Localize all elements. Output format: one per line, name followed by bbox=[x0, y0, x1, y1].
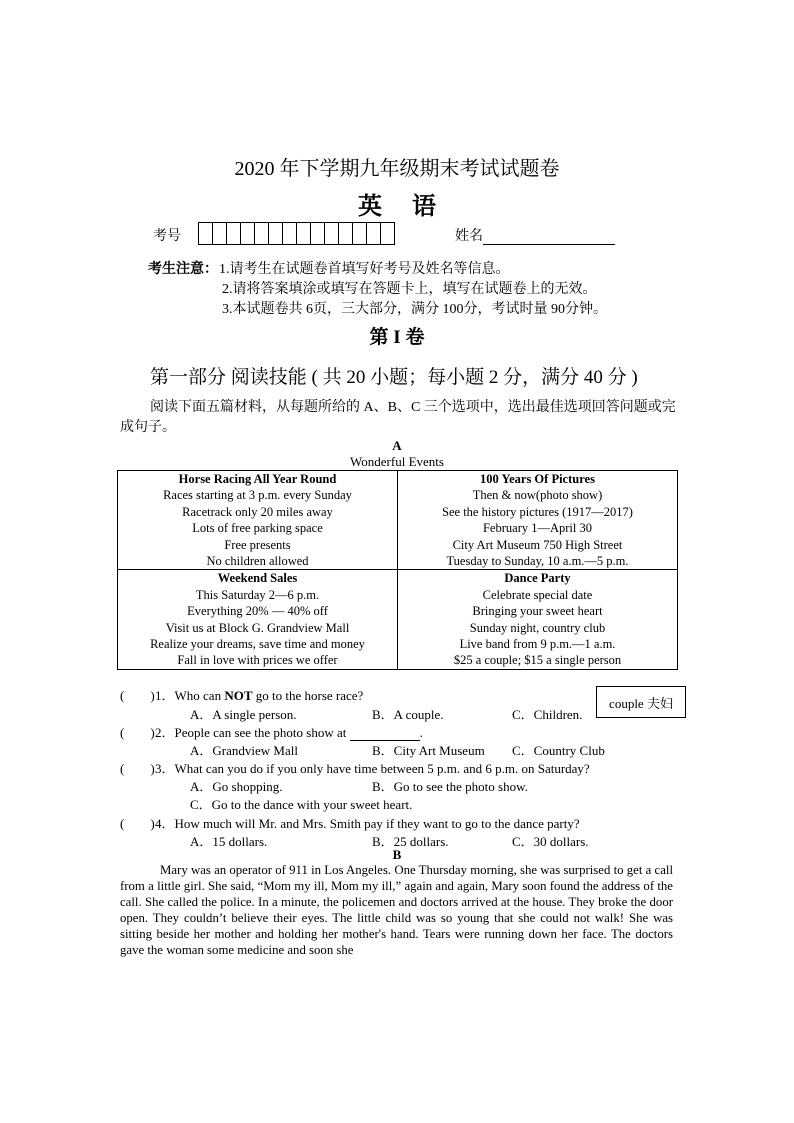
vocab-note: couple 夫妇 bbox=[596, 686, 686, 718]
event-line: Then & now(photo show) bbox=[472, 488, 603, 503]
passage-b bbox=[120, 862, 673, 958]
question-num: 1． bbox=[155, 688, 175, 703]
question-stem bbox=[155, 722, 423, 741]
answer-paren[interactable]: ( ) bbox=[120, 816, 155, 831]
event-line: February 1—April 30 bbox=[482, 521, 592, 536]
name-label: 姓名 bbox=[455, 229, 483, 244]
option-a[interactable]: A．Grandview Mall bbox=[190, 743, 298, 758]
question-text: What can you do if you only have time between 5 p.m. and 6 p.m. on Saturday? bbox=[174, 761, 590, 776]
event-line: Visit us at Block G. Grandview Mall bbox=[165, 620, 350, 635]
name-line bbox=[483, 230, 615, 245]
option-c[interactable]: C．Country Club bbox=[512, 743, 605, 758]
option-b[interactable]: B．Go to see the photo show. bbox=[372, 779, 528, 794]
event-title: Horse Racing All Year Round bbox=[178, 472, 337, 486]
event-line: Fall in love with prices we offer bbox=[177, 653, 338, 668]
event-title: 100 Years Of Pictures bbox=[480, 472, 595, 486]
event-line: Everything 20% — 40% off bbox=[187, 604, 328, 619]
subject-title: 英语 bbox=[358, 194, 466, 220]
exam-no-label: 考号 bbox=[153, 229, 181, 244]
event-line: Racetrack only 20 miles away bbox=[182, 504, 333, 519]
question-num: 2． bbox=[155, 725, 175, 740]
event-title: Weekend Sales bbox=[217, 571, 298, 586]
part-title: 第一部分 阅读技能 ( 共 20 小题；每小题 2 分，满分 40 分 ) bbox=[150, 367, 638, 388]
event-line: Celebrate special date bbox=[482, 587, 593, 602]
option-c[interactable]: C．Children. bbox=[512, 707, 583, 722]
passage-b-letter: B bbox=[392, 847, 402, 862]
option-b[interactable]: B．25 dollars. bbox=[372, 834, 449, 849]
passage-letter: A bbox=[392, 438, 402, 453]
question-text-end: go to the horse race? bbox=[252, 688, 364, 703]
event-title: Dance Party bbox=[504, 571, 571, 586]
question-text-end: . bbox=[419, 725, 423, 740]
option-b[interactable]: B．A couple. bbox=[372, 707, 444, 722]
events-table bbox=[117, 470, 678, 670]
option-b[interactable]: B．City Art Museum bbox=[372, 743, 485, 758]
notice-item: 1.请考生在试题卷首填写好考号及姓名等信息。 bbox=[219, 262, 510, 277]
passage-b-text: Mary was an operator of 911 in Los Angeles. One Thursday morning, she was surprised to get a call from a little girl. She said, “Mom my ill, Mom my ill,” again and again, Mary soon found the address of the call. She called the police. In a minute, the policemen and doctors arrived at the house. They broke the door open. They couldn’t believe their eyes. The little child was so young that she could not walk! She was sitting beside her mother and holding her mother's hand. Tears were running down her face. The doctors gave the woman some medicine and soon she bbox=[120, 863, 673, 957]
event-line: Bringing your sweet heart bbox=[472, 604, 603, 619]
notice-item: 2.请将答案填涂或填写在答题卡上，填写在试题卷上的无效。 bbox=[222, 282, 597, 297]
question-num: 3． bbox=[155, 761, 175, 776]
event-line: This Saturday 2—6 p.m. bbox=[195, 587, 320, 602]
event-line: See the history pictures (1917—2017) bbox=[442, 504, 633, 519]
option-a[interactable]: A．15 dollars. bbox=[190, 834, 268, 849]
question-emphasis: NOT bbox=[224, 688, 253, 703]
option-a[interactable]: A．A single person. bbox=[190, 707, 297, 722]
event-line: No children allowed bbox=[206, 554, 309, 569]
event-line: Realize your dreams, save time and money bbox=[150, 637, 365, 652]
event-line: Tuesday to Sunday, 10 a.m.—5 p.m. bbox=[446, 554, 629, 569]
event-line: Lots of free parking space bbox=[192, 521, 323, 536]
notice-item: 3.本试题卷共 6页，三大部分，满分 100分，考试时量 90分钟。 bbox=[222, 302, 607, 317]
event-cell bbox=[118, 471, 398, 570]
event-cell bbox=[398, 570, 678, 669]
option-c[interactable]: C．30 dollars. bbox=[512, 834, 589, 849]
event-line: City Art Museum 750 High Street bbox=[452, 537, 623, 552]
section-title: 第 I 卷 bbox=[369, 327, 425, 348]
event-cell bbox=[398, 471, 678, 570]
answer-paren[interactable]: ( ) bbox=[120, 688, 155, 703]
event-cell bbox=[118, 570, 398, 669]
exam-title: 2020 年下学期九年级期末考试试题卷 bbox=[234, 158, 560, 180]
event-line: Live band from 9 p.m.—1 a.m. bbox=[459, 637, 616, 652]
exam-no-boxes[interactable] bbox=[198, 222, 395, 245]
event-line: Races starting at 3 p.m. every Sunday bbox=[163, 488, 352, 503]
option-c[interactable]: C．Go to the dance with your sweet heart. bbox=[190, 797, 413, 812]
notice-label: 考生注意： bbox=[148, 262, 218, 277]
name-field[interactable] bbox=[455, 225, 615, 245]
event-line: $25 a couple; $15 a single person bbox=[453, 653, 622, 668]
passage-heading: Wonderful Events bbox=[350, 454, 444, 469]
option-a[interactable]: A．Go shopping. bbox=[190, 779, 283, 794]
question-stem bbox=[155, 813, 580, 832]
question-text: Who can bbox=[174, 688, 225, 703]
question-stem bbox=[155, 758, 590, 777]
event-line: Free presents bbox=[224, 537, 291, 552]
answer-paren[interactable]: ( ) bbox=[120, 761, 155, 776]
question-text: People can see the photo show at bbox=[174, 725, 350, 740]
question-stem bbox=[155, 685, 363, 704]
event-line: Sunday night, country club bbox=[469, 620, 606, 635]
instructions: 阅读下面五篇材料，从每题所给的 A、B、C 三个选项中，选出最佳选项回答问题或完成句子。 bbox=[120, 400, 676, 435]
answer-paren[interactable]: ( ) bbox=[120, 725, 155, 740]
question-num: 4． bbox=[155, 816, 175, 831]
question-text: How much will Mr. and Mrs. Smith pay if they want to go to the dance party? bbox=[174, 816, 580, 831]
